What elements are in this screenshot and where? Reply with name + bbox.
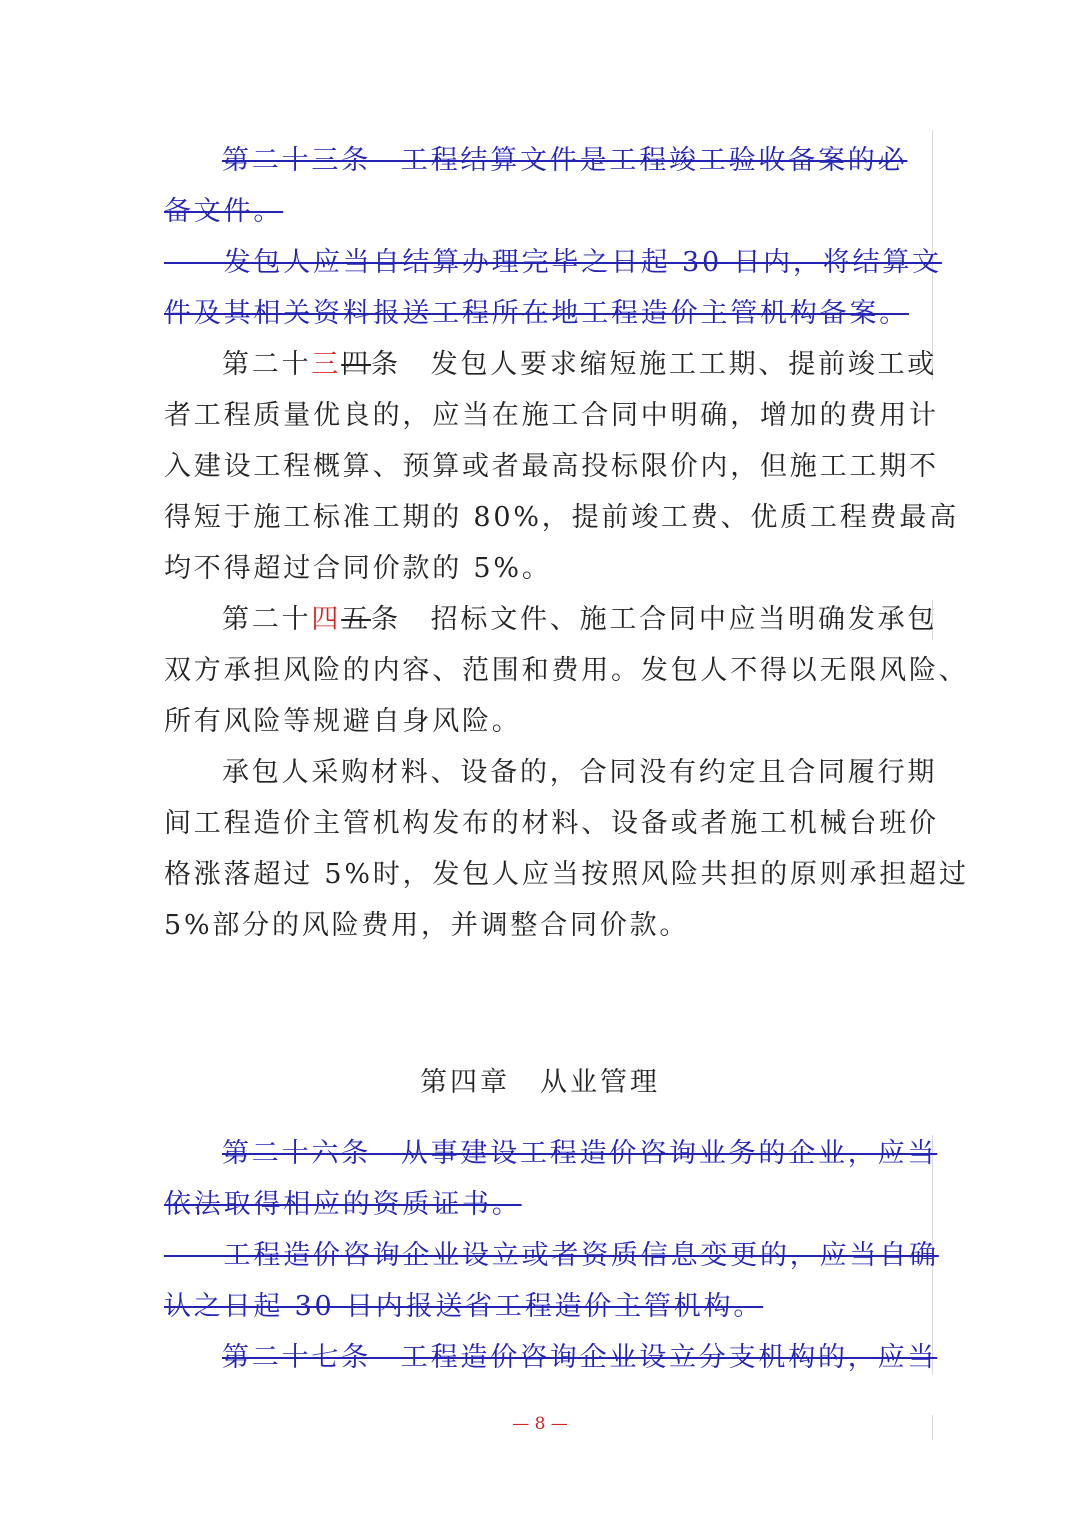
body-text-line: 均不得超过合同价款的 5%。: [164, 553, 552, 584]
deleted-text-line: 工程造价咨询企业设立或者资质信息变更的，应当自确: [164, 1240, 939, 1271]
deleted-text-line: 认之日起 30 日内报送省工程造价主管机构。: [164, 1291, 764, 1322]
body-text-line: 入建设工程概算、预算或者最高投标限价内，但施工工期不: [164, 451, 939, 482]
inserted-number: 三: [311, 349, 342, 380]
inserted-number: 四: [311, 604, 342, 635]
article-text: 条 招标文件、施工合同中应当明确发承包: [371, 604, 938, 635]
body-text-line: 得短于施工标准工期的 80%，提前竣工费、优质工程费最高: [164, 502, 959, 533]
page-number: — 8 —: [512, 1414, 568, 1434]
deleted-text-line: 依法取得相应的资质证书。: [164, 1189, 522, 1220]
article-heading-line: [222, 348, 937, 382]
body-text-line: 5%部分的风险费用，并调整合同价款。: [164, 910, 690, 941]
article-text: 条 发包人要求缩短施工工期、提前竣工或: [371, 349, 938, 380]
deleted-text-line: 备文件。: [164, 196, 284, 227]
deleted-number: 四: [341, 349, 372, 380]
article-number-prefix: 第二十: [222, 349, 312, 380]
deleted-number: 五: [341, 604, 372, 635]
article-number-prefix: 第二十: [222, 604, 312, 635]
deleted-text-line: 件及其相关资料报送工程所在地工程造价主管机构备案。: [164, 298, 909, 329]
deleted-text-line: 发包人应当自结算办理完毕之日起 30 日内，将结算文: [164, 247, 942, 278]
body-text-line: 间工程造价主管机构发布的材料、设备或者施工机械台班价: [164, 808, 939, 839]
body-text-line: 双方承担风险的内容、范围和费用。发包人不得以无限风险、: [164, 655, 969, 686]
body-text-line: 者工程质量优良的，应当在施工合同中明确，增加的费用计: [164, 400, 939, 431]
body-text-line: 承包人采购材料、设备的，合同没有约定且合同履行期: [222, 757, 938, 788]
deleted-text-line: 第二十三条 工程结算文件是工程竣工验收备案的必: [222, 145, 908, 176]
article-heading-line: [222, 603, 937, 637]
chapter-heading: 第四章 从业管理: [420, 1067, 660, 1098]
deleted-text-line: 第二十六条 从事建设工程造价咨询业务的企业，应当: [222, 1138, 938, 1169]
body-text-line: 所有风险等规避自身风险。: [164, 706, 522, 737]
body-text-line: 格涨落超过 5%时，发包人应当按照风险共担的原则承担超过: [164, 859, 969, 890]
deleted-text-line: 第二十七条 工程造价咨询企业设立分支机构的，应当: [222, 1342, 938, 1373]
